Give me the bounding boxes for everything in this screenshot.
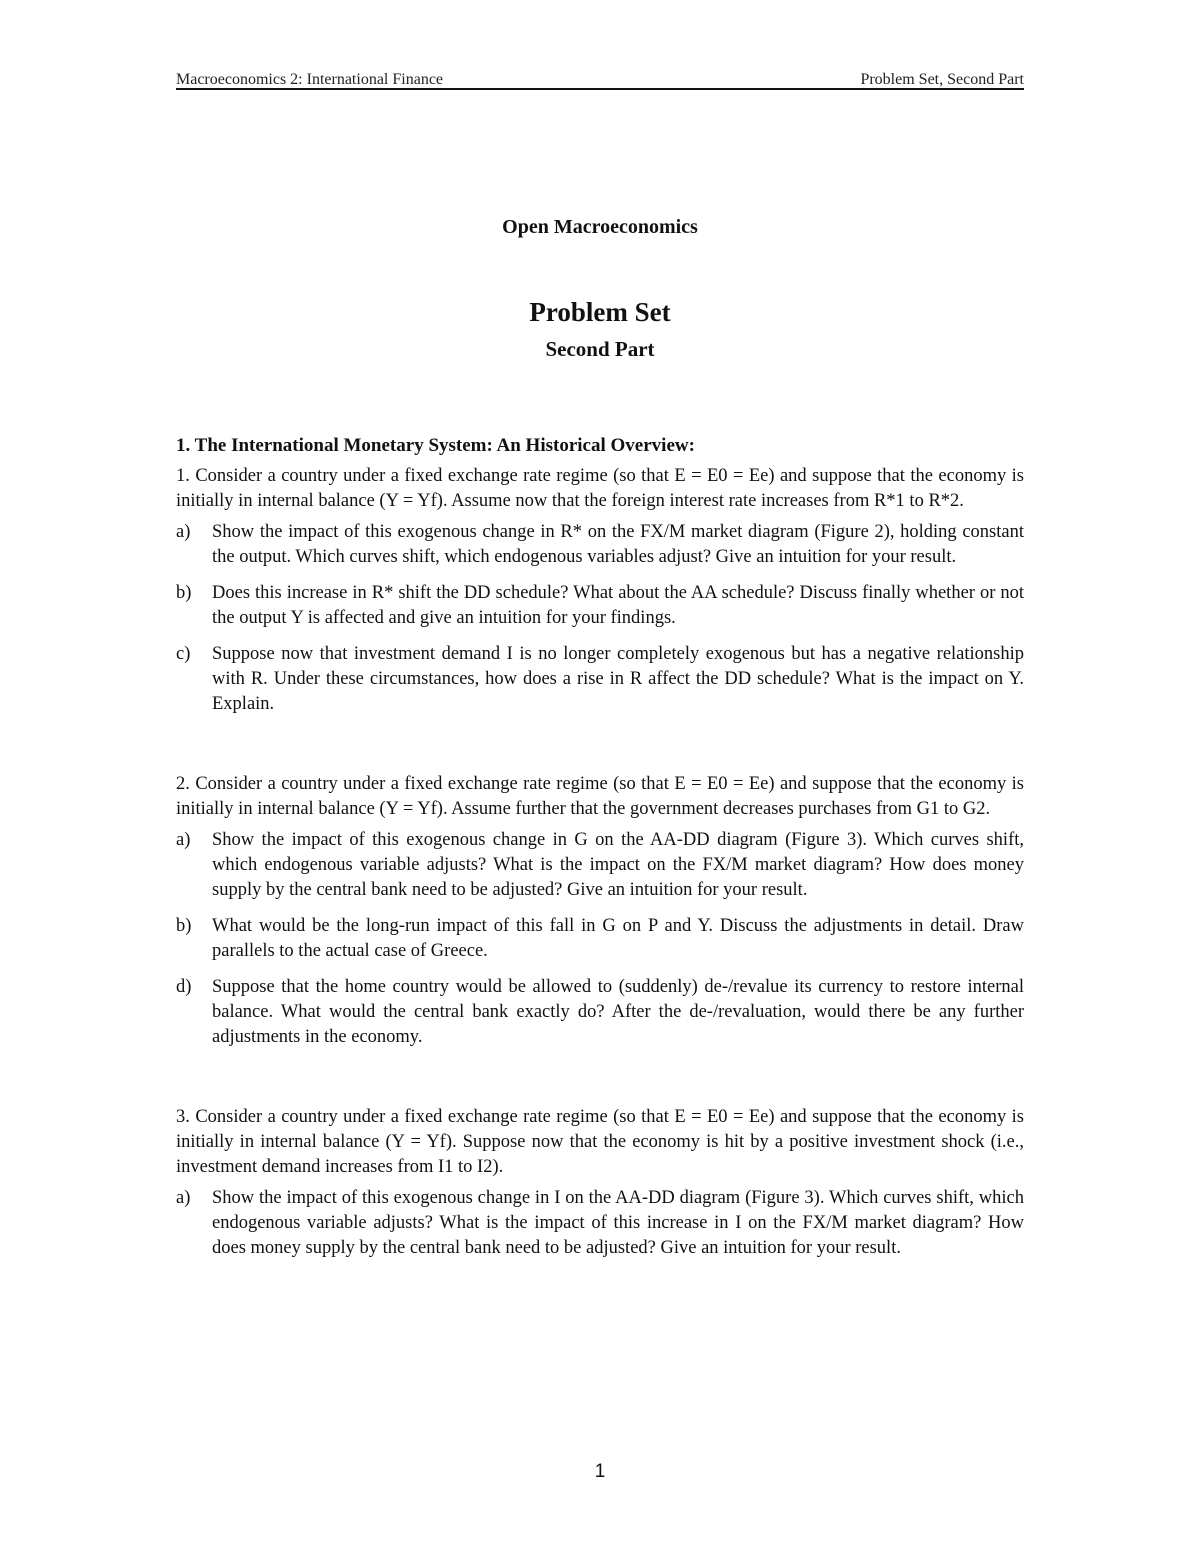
section-heading: 1. The International Monetary System: An Historical Overview:	[176, 435, 695, 456]
problem-1	[176, 464, 1024, 717]
problem-items	[176, 520, 1024, 717]
page-number: 1	[594, 1461, 606, 1482]
header-course-title: Macroeconomics 2: International Finance	[176, 71, 444, 88]
spacer	[176, 728, 1024, 772]
list-item	[176, 975, 1024, 1050]
spacer	[176, 1061, 1024, 1105]
document-subtitle: Open Macroeconomics	[502, 216, 698, 238]
item-marker: a)	[176, 830, 191, 850]
item-text: What would be the long-run impact of this fall in G on P and Y. Discuss the adjustments in detail. Draw parallels to the actual case of Greece.	[212, 916, 1024, 961]
item-text: Show the impact of this exogenous change in R* on the FX/M market diagram (Figure 2), holding constant the output. Which curves shift, which endogenous variables adjust? Give an intuition for your result.	[212, 522, 1024, 567]
list-item	[176, 914, 1024, 964]
item-marker: a)	[176, 522, 191, 542]
problem-3	[176, 1105, 1024, 1261]
item-marker: b)	[176, 583, 192, 603]
item-text: Suppose that the home country would be allowed to (suddenly) de-/revalue its currency to restore internal balance. What would the central bank exactly do? After the de-/revaluation, would there be any further adjustments in the economy.	[212, 977, 1024, 1047]
problem-intro: 1. Consider a country under a fixed exchange rate regime (so that E = E0 = Ee) and suppose that the economy is initially in internal balance (Y = Yf). Assume now that the foreign interest rate increases from R*1 to R*2.	[176, 466, 1024, 511]
document-title: Problem Set	[529, 297, 671, 327]
header-document-title: Problem Set, Second Part	[860, 71, 1024, 88]
item-text: Suppose now that investment demand I is no longer completely exogenous but has a negative relationship with R. Under these circumstances, how does a rise in R affect the DD schedule? What is the impact on Y. Explain.	[212, 644, 1024, 714]
running-header	[176, 70, 1024, 90]
problem-2	[176, 772, 1024, 1050]
item-marker: b)	[176, 916, 192, 936]
problem-intro: 2. Consider a country under a fixed exchange rate regime (so that E = E0 = Ee) and suppose that the economy is initially in internal balance (Y = Yf). Assume further that the government decreases purchases from G1 to G2.	[176, 774, 1024, 819]
document-body	[176, 433, 1024, 1272]
item-marker: c)	[176, 644, 191, 664]
item-marker: d)	[176, 977, 192, 997]
problem-items	[176, 828, 1024, 1050]
item-text: Does this increase in R* shift the DD schedule? What about the AA schedule? Discuss finally whether or not the output Y is affected and give an intuition for your findings.	[212, 583, 1024, 628]
problem-items	[176, 1186, 1024, 1261]
list-item	[176, 1186, 1024, 1261]
item-text: Show the impact of this exogenous change in I on the AA-DD diagram (Figure 3). Which curves shift, which endogenous variable adjusts? What is the impact of this increase in I on the FX/M market diagram? How does money supply by the central bank need to be adjusted? Give an intuition for your result.	[212, 1188, 1024, 1258]
problem-intro: 3. Consider a country under a fixed exchange rate regime (so that E = E0 = Ee) and suppose that the economy is initially in internal balance (Y = Yf). Suppose now that the economy is hit by a positive investment shock (i.e., investment demand increases from I1 to I2).	[176, 1107, 1024, 1177]
item-marker: a)	[176, 1188, 191, 1208]
list-item	[176, 828, 1024, 903]
item-text: Show the impact of this exogenous change in G on the AA-DD diagram (Figure 3). Which curves shift, which endogenous variable adjusts? What is the impact on the FX/M market diagram? How does money supply by the central bank need to be adjusted? Give an intuition for your result.	[212, 830, 1024, 900]
list-item	[176, 642, 1024, 717]
list-item	[176, 581, 1024, 631]
list-item	[176, 520, 1024, 570]
document-part: Second Part	[545, 337, 655, 361]
